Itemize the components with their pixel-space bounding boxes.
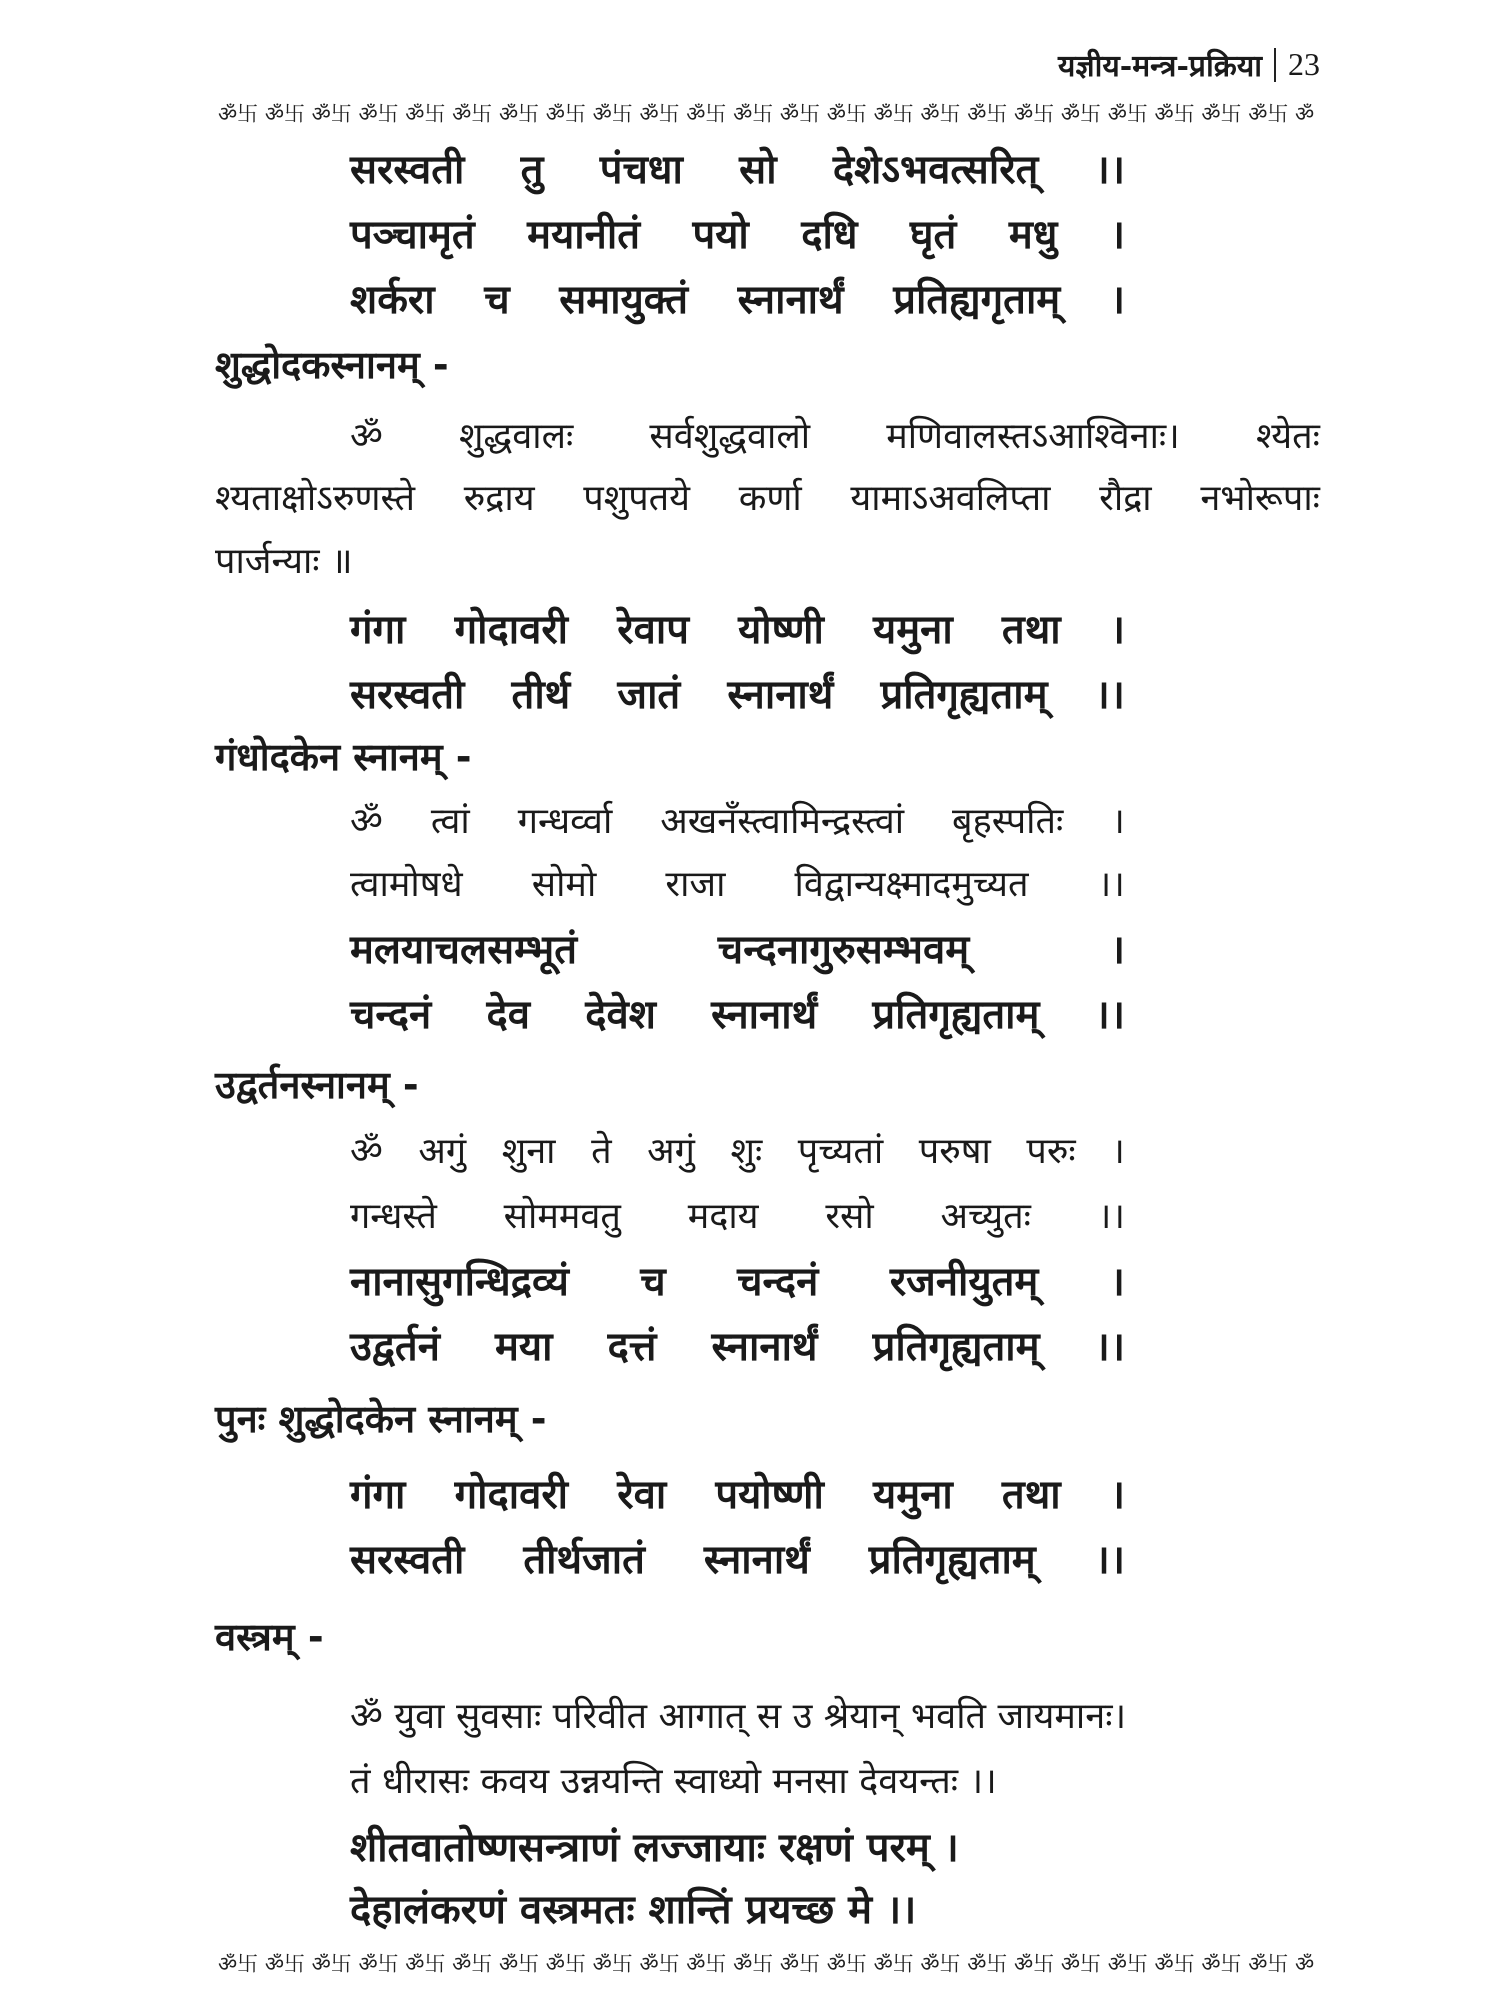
verse-line	[350, 140, 1125, 195]
word: ।।	[1094, 992, 1125, 1038]
word: गंगा	[350, 607, 406, 653]
word: सर्वशुद्धवालो	[649, 416, 811, 457]
word: यमुना	[873, 1472, 953, 1518]
word: मलयाचलसम्भूतं	[350, 927, 578, 973]
word: ।	[1109, 277, 1125, 323]
verse-line	[350, 1317, 1125, 1372]
word: प्रतिगृह्यताम्	[872, 1324, 1040, 1370]
word: ।	[1111, 801, 1125, 842]
word: रसो	[825, 1196, 874, 1237]
word: दत्तं	[607, 1324, 657, 1370]
word: स्नानार्थं	[703, 1537, 810, 1583]
word: चन्दनं	[350, 992, 432, 1038]
section-heading-vastra: वस्त्रम् -	[215, 1615, 324, 1659]
mantra-line: ॐ युवा सुवसाः परिवीत आगात् स उ श्रेयान् भवति जायमानः।	[350, 1696, 1127, 1737]
word: अखनँस्त्वामिन्द्रस्त्वां	[660, 801, 905, 842]
word: सरस्वती	[350, 1537, 465, 1583]
word: पयोष्णी	[715, 1472, 824, 1518]
word: रौद्रा	[1099, 478, 1152, 519]
word: चन्दनागुरुसम्भवम्	[717, 927, 970, 973]
word: प्रतिगृह्यताम्	[880, 672, 1048, 718]
verse-line	[350, 205, 1125, 260]
word: ।।	[1097, 1196, 1125, 1237]
word: देशेऽभवत्सरित्	[832, 147, 1039, 193]
word: ।।	[1094, 1537, 1125, 1583]
word: सोममवतु	[503, 1196, 621, 1237]
word: ।	[1109, 212, 1125, 258]
word: विद्वान्यक्ष्मादमुच्यत	[794, 864, 1029, 905]
word: ।	[1109, 607, 1125, 653]
word: ॐ	[350, 1131, 383, 1172]
word: शुना	[501, 1131, 556, 1172]
word: गोदावरी	[454, 607, 569, 653]
word: घृतं	[909, 212, 957, 258]
verse-line	[350, 985, 1125, 1040]
word: सरस्वती	[350, 672, 465, 718]
mantra-line	[350, 1190, 1125, 1239]
word: समायुक्तं	[559, 277, 689, 323]
word: ॐ	[350, 801, 383, 842]
word: शुः	[730, 1131, 763, 1172]
word: ।	[1109, 1259, 1125, 1305]
word: च	[484, 277, 510, 323]
word: सो	[739, 147, 777, 193]
verse-line: शीतवातोष्णसन्त्राणं लज्जायाः रक्षणं परम् ।	[350, 1825, 959, 1871]
word: स्नानार्थं	[711, 992, 818, 1038]
section-heading-gandhodaka: गंधोदकेन स्नानम् -	[215, 735, 472, 779]
word: मयानीतं	[527, 212, 640, 258]
word: तीर्थ	[511, 672, 571, 718]
word: बृहस्पतिः	[952, 801, 1064, 842]
word: ।	[1109, 927, 1125, 973]
word: सरस्वती	[350, 147, 465, 193]
verse-line	[350, 1252, 1125, 1307]
word: तथा	[1001, 607, 1061, 653]
word: पृच्यतां	[797, 1131, 884, 1172]
section-heading-shuddhodaka: शुद्धोदकस्नानम् -	[215, 343, 449, 387]
mantra-line	[215, 472, 1320, 521]
word: ।	[1109, 1472, 1125, 1518]
word: स्नानार्थं	[737, 277, 844, 323]
word: दधि	[801, 212, 858, 258]
verse-line	[350, 920, 1125, 975]
word: तु	[520, 147, 544, 193]
header-divider	[1274, 48, 1276, 82]
word: प्रतिगृह्यताम्	[868, 1537, 1036, 1583]
word: मदाय	[687, 1196, 759, 1237]
word: ।	[1111, 1131, 1125, 1172]
word: श्यताक्षोऽरुणस्ते	[215, 478, 416, 519]
word: त्वां	[430, 801, 470, 842]
word: चन्दनं	[737, 1259, 819, 1305]
word: उद्वर्तनं	[350, 1324, 440, 1370]
word: शुद्धवालः	[458, 416, 574, 457]
word: अच्युतः	[940, 1196, 1031, 1237]
word: रेवा	[617, 1472, 667, 1518]
word: ते	[591, 1131, 612, 1172]
word: देवेश	[585, 992, 656, 1038]
word: प्रतिगृह्यताम्	[872, 992, 1040, 1038]
mantra-line	[350, 1125, 1125, 1174]
word: तीर्थजातं	[523, 1537, 645, 1583]
mantra-line	[350, 858, 1125, 907]
word: मया	[495, 1324, 553, 1370]
verse-line	[350, 600, 1125, 655]
word: ।।	[1097, 864, 1125, 905]
word: रेवाप	[617, 607, 689, 653]
word: परुषा	[918, 1131, 991, 1172]
word: गन्धर्व्वा	[517, 801, 613, 842]
word: परुः	[1026, 1131, 1076, 1172]
mantra-line	[350, 795, 1125, 844]
bottom-ornament-border: ॐ卐 ॐ卐 ॐ卐 ॐ卐 ॐ卐 ॐ卐 ॐ卐 ॐ卐 ॐ卐 ॐ卐 ॐ卐 ॐ卐 ॐ卐 ॐ卐 ॐ卐 ॐ卐 ॐ卐 ॐ卐 ॐ卐 ॐ卐 ॐ卐 ॐ卐 ॐ卐 ॐ	[218, 1952, 1315, 1976]
word: कर्णा	[738, 478, 802, 519]
running-title: यज्ञीय-मन्त्र-प्रक्रिया	[1057, 49, 1262, 84]
word: मधु	[1008, 212, 1058, 258]
verse-line	[350, 665, 1125, 720]
verse-line	[350, 1465, 1125, 1520]
word: शर्करा	[350, 277, 435, 323]
word: तथा	[1001, 1472, 1061, 1518]
word: पशुपतये	[583, 478, 691, 519]
word: ।।	[1094, 147, 1125, 193]
word: यामाऽअवलिप्ता	[850, 478, 1051, 519]
word: स्नानार्थं	[727, 672, 834, 718]
word: ।।	[1094, 672, 1125, 718]
mantra-line: तं धीरासः कवय उन्नयन्ति स्वाध्यो मनसा देवयन्तः ।।	[350, 1761, 997, 1802]
word: जातं	[617, 672, 681, 718]
word: गंगा	[350, 1472, 406, 1518]
word: नभोरूपाः	[1200, 478, 1320, 519]
verse-line	[350, 1530, 1125, 1585]
word: गन्धस्ते	[350, 1196, 437, 1237]
page-header	[1058, 44, 1320, 85]
word: च	[640, 1259, 666, 1305]
section-heading-udvartana: उद्वर्तनस्नानम् -	[215, 1063, 419, 1107]
verse-line: देहालंकरणं वस्त्रमतः शान्तिं प्रयच्छ मे ।।	[350, 1887, 917, 1933]
word: पयो	[692, 212, 749, 258]
verse-line	[350, 270, 1125, 325]
word: श्येतः	[1255, 416, 1320, 457]
word: अगुं	[418, 1131, 467, 1172]
word: रजनीयुतम्	[889, 1259, 1039, 1305]
word: अगुं	[647, 1131, 695, 1172]
word: ।।	[1094, 1324, 1125, 1370]
word: राजा	[665, 864, 726, 905]
word: त्वामोषधे	[350, 864, 463, 905]
section-heading-punah-shuddhodaka: पुनः शुद्धोदकेन स्नानम् -	[215, 1397, 547, 1441]
word: सोमो	[531, 864, 597, 905]
word: प्रतिह्यगृताम्	[893, 277, 1061, 323]
word: स्नानार्थं	[711, 1324, 818, 1370]
word: ॐ	[350, 416, 383, 457]
word: नानासुगन्धिद्रव्यं	[350, 1259, 569, 1305]
word: मणिवालस्तऽआश्विनाः।	[886, 416, 1180, 457]
word: गोदावरी	[454, 1472, 569, 1518]
mantra-line: पार्जन्याः ॥	[215, 541, 353, 582]
word: यमुना	[873, 607, 953, 653]
word: पञ्चामृतं	[350, 212, 475, 258]
word: देव	[486, 992, 530, 1038]
word: पंचधा	[599, 147, 683, 193]
mantra-line	[350, 410, 1320, 459]
word: रुद्राय	[463, 478, 535, 519]
page-number: 23	[1288, 46, 1320, 82]
top-ornament-border: ॐ卐 ॐ卐 ॐ卐 ॐ卐 ॐ卐 ॐ卐 ॐ卐 ॐ卐 ॐ卐 ॐ卐 ॐ卐 ॐ卐 ॐ卐 ॐ卐 ॐ卐 ॐ卐 ॐ卐 ॐ卐 ॐ卐 ॐ卐 ॐ卐 ॐ卐 ॐ卐 ॐ	[218, 102, 1315, 126]
word: योष्णी	[738, 607, 824, 653]
